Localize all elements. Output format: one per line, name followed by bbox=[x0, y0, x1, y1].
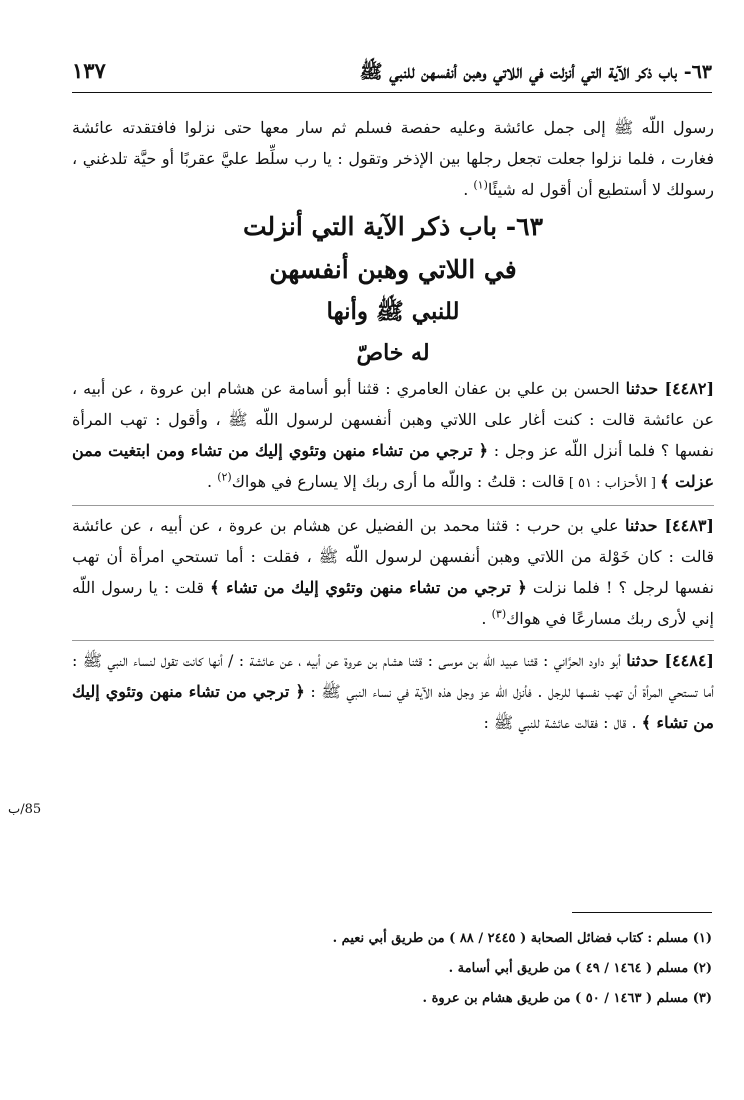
intro-paragraph bbox=[72, 112, 714, 205]
hadith-text-cont: قلت : يا رسول اللّه إني لأرى ربك مسارعًا في هواك bbox=[72, 578, 714, 628]
quran-verse: ﴿ ترجي من تشاء منهن وتئوي إليك من تشاء ﴾ bbox=[210, 578, 527, 597]
chapter-heading-line-3: للنبي ﷺ وأنها bbox=[326, 298, 460, 325]
hadith-text: الحسن بن علي بن عفان العامري : قثنا أبو أسامة عن هشام ابن عروة ، عن أبيه ، عن عائشة قالت : كنت أغار على اللاتي وهبن أنفسهن لرسول اللّه ﷺ ، وأقول : تهب المرأة نفسها ؟ فلما أنزل اللّه عز وجل : bbox=[72, 379, 714, 460]
hadith-number: [٤٤٨٤] bbox=[664, 651, 714, 670]
footnote-1: (١) مسلم : كتاب فضائل الصحابة ( ٢٤٤٥ / ٨٨ ) من طريق أبي نعيم . bbox=[332, 931, 712, 946]
footnote-ref-2[interactable]: (٢) bbox=[217, 470, 232, 484]
intro-text: رسول اللّه ﷺ إلى جمل عائشة وعليه حفصة فسلم ثم سار معها حتى نزلوا فافتقدته عائشة فغارت ، فلما نزلوا جعلت تجعل رجلها بين الإذخر وتقول : يا رب سلِّط عليَّ عقربًا أو حيَّة تلدغني ، رسولك لا أستطيع أن أقول له شيئًا bbox=[72, 118, 714, 199]
running-header bbox=[72, 58, 712, 93]
manuscript-folio-note: 85/ب bbox=[8, 802, 42, 817]
quran-verse: ﴿ ترجي من تشاء منهن وتئوي إليك من تشاء ﴾ bbox=[72, 682, 714, 732]
haddathana: حدثنا bbox=[625, 379, 665, 398]
main-text bbox=[72, 112, 714, 738]
hadith-4484 bbox=[72, 640, 714, 738]
chapter-heading-line-1: ٦٣- باب ذكر الآية التي أنزلت bbox=[242, 212, 544, 241]
intro-end: . bbox=[463, 180, 474, 199]
hadith-4483 bbox=[72, 505, 714, 634]
hadith-number: [٤٤٨٣] bbox=[664, 516, 714, 535]
haddathana: حدثنا bbox=[626, 651, 665, 670]
hadith-4482 bbox=[72, 373, 714, 499]
footnote-divider bbox=[572, 912, 712, 913]
hadith-end: . bbox=[481, 609, 492, 628]
footnotes bbox=[72, 924, 712, 1014]
page-number: ١٣٧ bbox=[72, 58, 106, 83]
hadith-end: . bbox=[207, 472, 218, 491]
hadith-number: [٤٤٨٢] bbox=[664, 379, 715, 398]
footnote-3: (٣) مسلم ( ١٤٦٣ / ٥٠ ) من طريق هشام بن عروة . bbox=[422, 991, 712, 1006]
footnote-ref-1[interactable]: (١) bbox=[473, 178, 488, 192]
haddathana: حدثنا bbox=[625, 516, 665, 535]
footnote-ref-3[interactable]: (٣) bbox=[491, 607, 507, 621]
hadith-text: علي بن حرب : قثنا محمد بن الفضيل عن هشام بن عروة ، عن أبيه ، عن عائشة قالت : كان خَوْلة من اللاتي وهبن أنفسهن لرسول اللّه ﷺ ، فقلت : أما تستحي امرأة أن تهب نفسها لرجل ؟ ! فلما نزلت bbox=[72, 516, 715, 597]
hadith-text: أبو داود الحرَّاني : قثنا عبيد اللّه بن موسى : قثنا هشام بن عروة عن أبيه ، عن عائشة : / أنها كانت تقول لنساء النبي ﷺ : أما تستحي المرأة أن تهب نفسها للرجل . فأنزل اللّه عز وجل هذه الآية في نساء النبي ﷺ : bbox=[72, 651, 715, 701]
footnote-2: (٢) مسلم ( ١٤٦٤ / ٤٩ ) من طريق أبي أسامة . bbox=[448, 961, 712, 976]
quran-verse: ﴿ ترجي من تشاء منهن وتئوي إليك من تشاء ومن ابتغيت ممن عزلت ﴾ bbox=[72, 441, 714, 491]
hadith-text-cont: . قال : فقالت عائشة للنبي ﷺ : bbox=[483, 713, 642, 732]
verse-source: [ الأحزاب : ٥١ ] bbox=[564, 476, 661, 491]
chapter-heading-line-2: في اللاتي وهبن أنفسهن bbox=[269, 255, 517, 284]
hadith-text-cont: قالت : قلتُ : واللّه ما أرى ربك إلا يسارع في هواك bbox=[231, 472, 565, 491]
chapter-heading-line-4: له خاصّ bbox=[356, 340, 430, 366]
running-title: ٦٣- باب ذكر الآية التي أنزلت في اللاتي وهبن أنفسهن للنبي ﷺ bbox=[359, 61, 712, 83]
